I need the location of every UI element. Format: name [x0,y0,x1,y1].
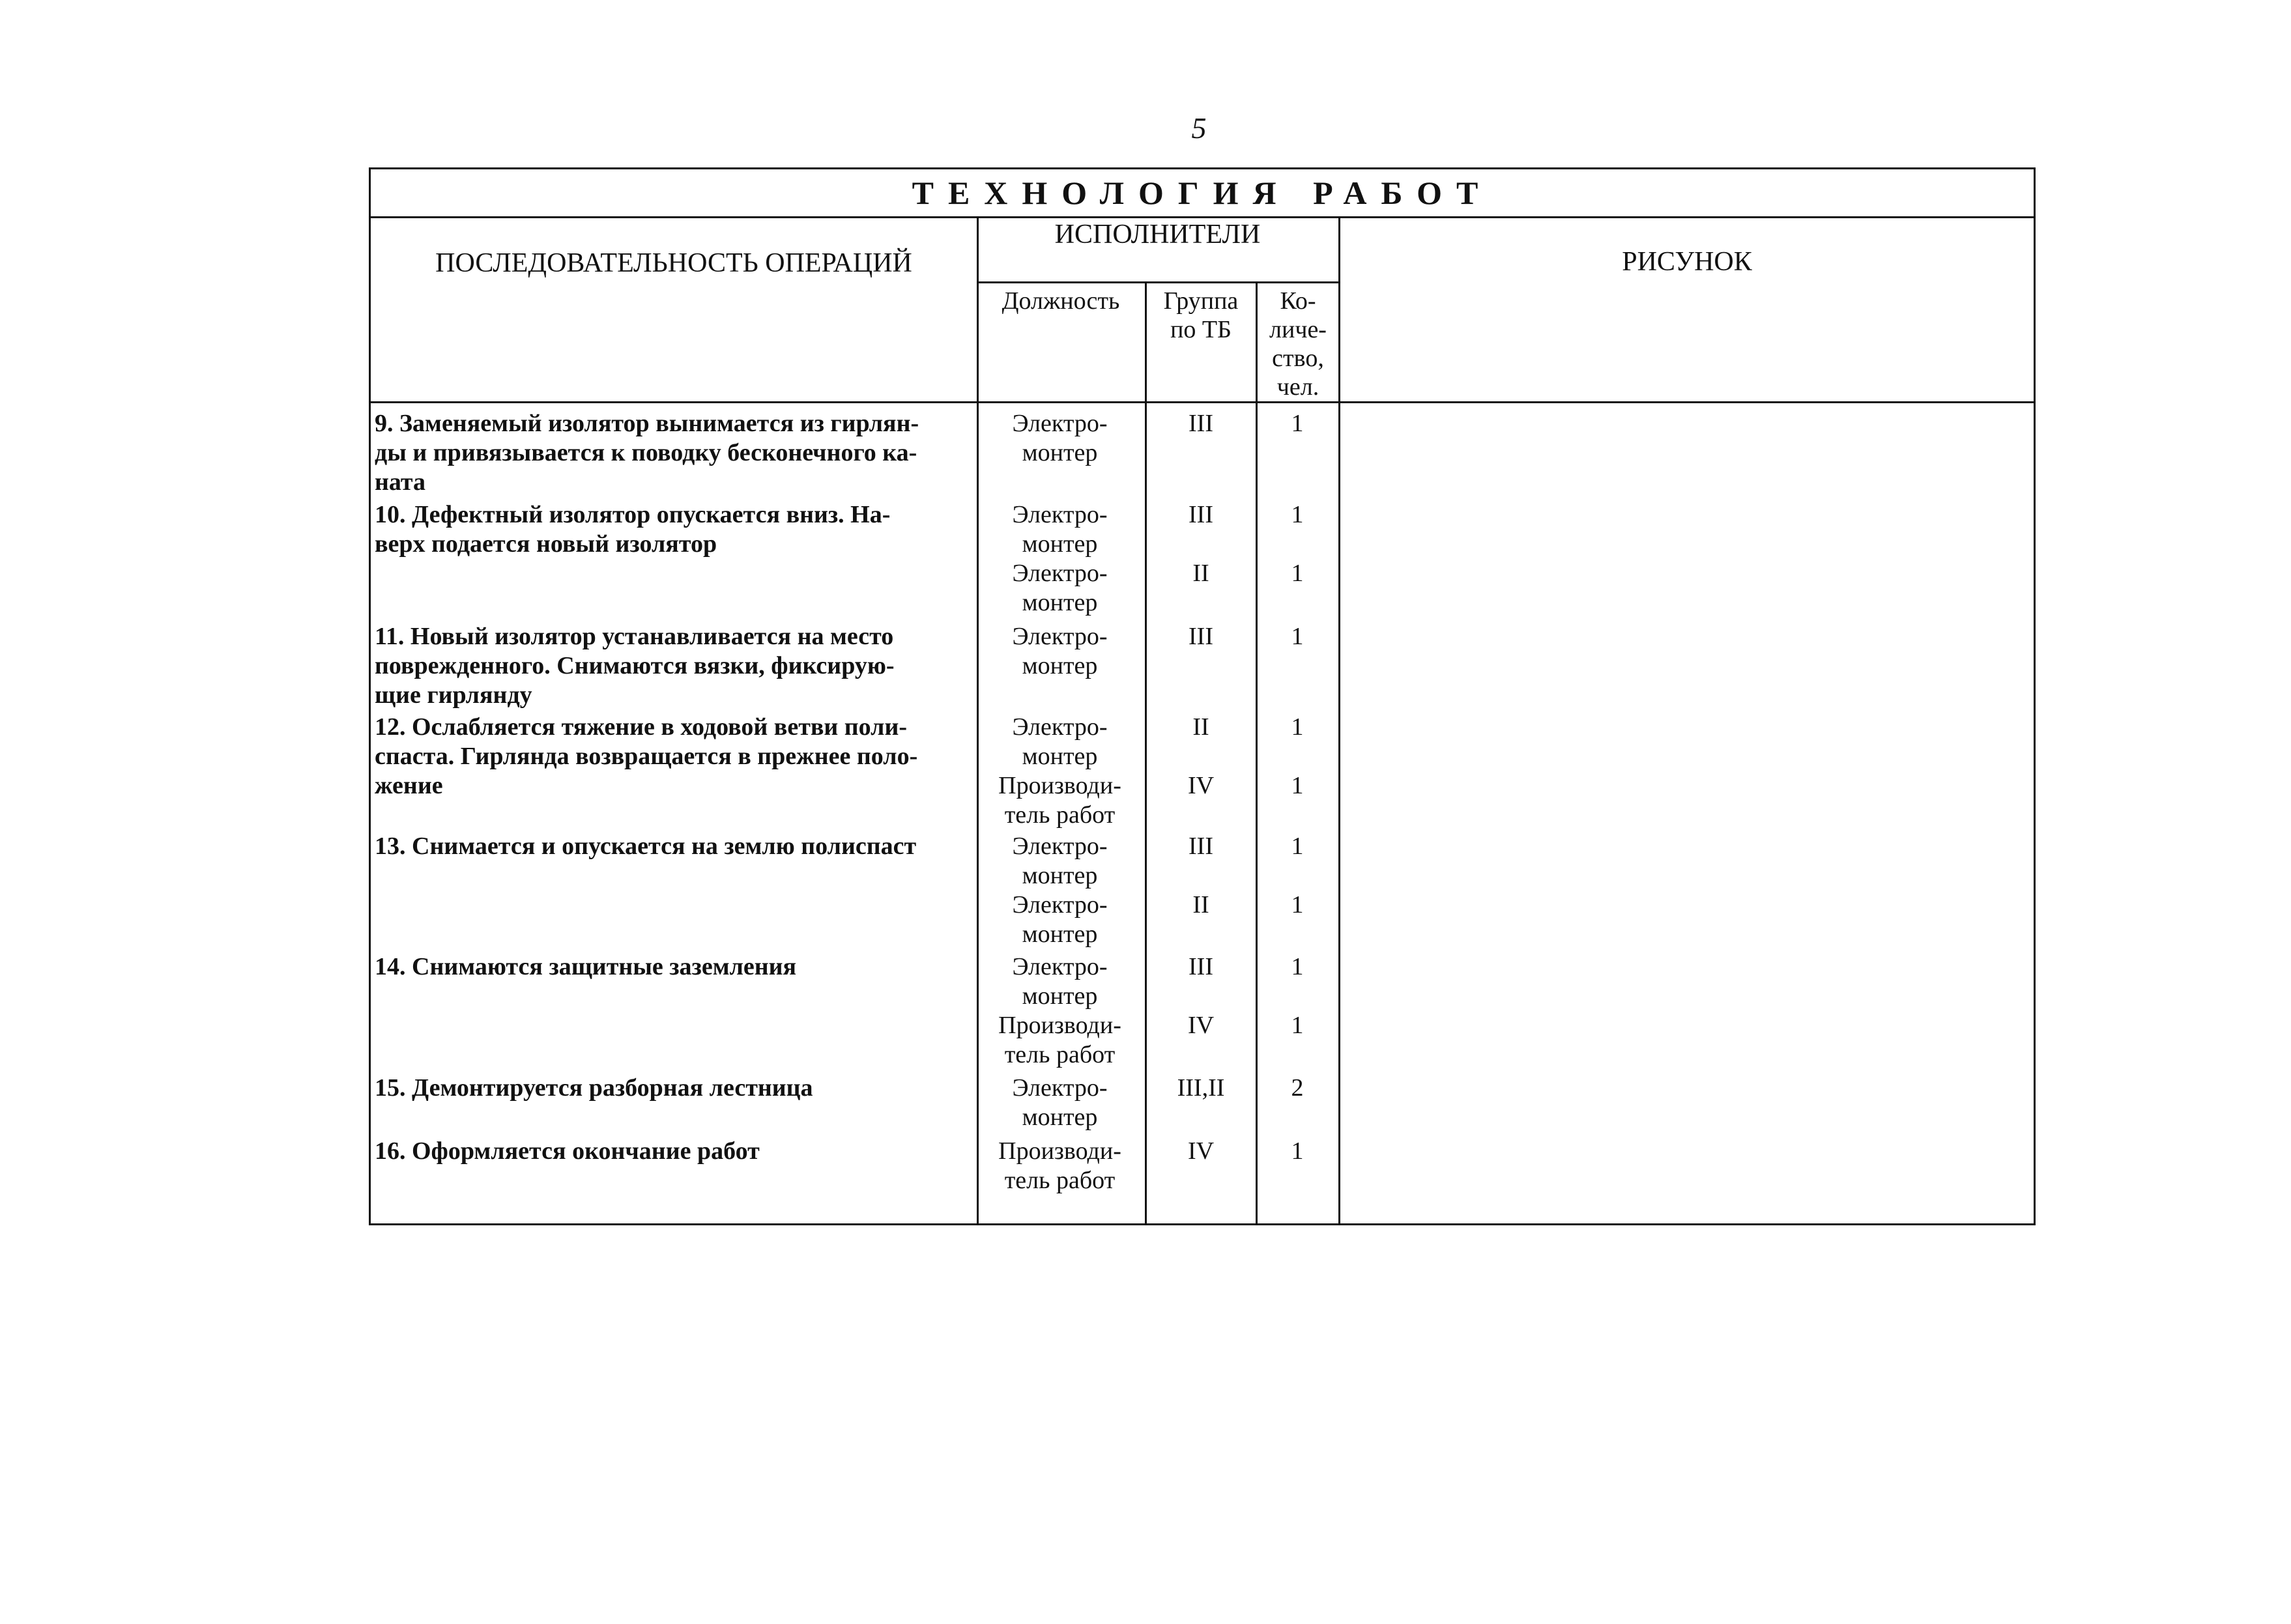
executor-group: III [1189,953,1213,980]
operation-row: 11. Новый изолятор устанавливается на место поврежденного. Снимаются вязки, фиксирую- щие гирлянду [375,623,895,709]
header-bottom-line [371,401,2034,403]
header-executors: ИСПОЛНИТЕЛИ [1054,220,1261,249]
operation-row: 14. Снимаются защитные заземления [375,953,797,980]
operation-row: 15. Демонтируется разборная лестница [375,1074,813,1102]
executor-group: IV [1187,1012,1215,1039]
executor-quantity: 1 [1291,623,1304,650]
header-quantity: Ко- личе- ство, чел. [1269,287,1327,401]
executor-position: Электро- монтер [1012,1074,1108,1131]
executor-position: Электро- монтер [1012,833,1108,889]
executor-position: Электро- монтер [1012,560,1108,616]
operation-row: 13. Снимается и опускается на землю полиспаст [375,833,917,860]
executor-position: Электро- монтер [1012,713,1108,770]
executor-position: Электро- монтер [1012,953,1108,1010]
executor-position: Производи- тель работ [998,1012,1121,1068]
executor-quantity: 1 [1291,501,1304,528]
column-divider [1338,216,1340,1225]
executor-position: Производи- тель работ [998,772,1121,829]
header-group: Группа по ТБ [1163,287,1239,343]
executor-quantity: 1 [1291,1137,1304,1165]
executor-position: Электро- монтер [1012,410,1108,466]
executor-group: II [1192,560,1209,587]
header-position: Должность [1001,287,1120,315]
executor-quantity: 2 [1291,1074,1304,1102]
executor-position: Электро- монтер [1012,891,1108,948]
executor-quantity: 1 [1291,560,1304,587]
operation-row: 12. Ослабляется тяжение в ходовой ветви поли- спаста. Гирлянда возвращается в прежнее поло- жение [375,713,918,799]
executor-group: III,II [1177,1074,1225,1102]
work-technology-table [369,167,2036,1225]
executor-quantity: 1 [1291,891,1304,919]
operation-row: 9. Заменяемый изолятор вынимается из гирлян- ды и привязывается к поводку бесконечного ка- ната [375,410,919,496]
executor-quantity: 1 [1291,410,1304,437]
executor-quantity: 1 [1291,833,1304,860]
executor-quantity: 1 [1291,772,1304,799]
executor-quantity: 1 [1291,1012,1304,1039]
page-number: 5 [1191,111,1207,145]
executor-group: II [1192,713,1209,741]
executor-group: III [1189,623,1213,650]
executor-group: IV [1187,1137,1215,1165]
executor-quantity: 1 [1291,953,1304,980]
executor-group: III [1189,501,1213,528]
header-operations: ПОСЛЕДОВАТЕЛЬНОСТЬ ОПЕРАЦИЙ [435,248,912,278]
executor-quantity: 1 [1291,713,1304,741]
table-title: ТЕХНОЛОГИЯ РАБОТ [371,169,2034,218]
executor-group: II [1192,891,1209,919]
header-picture: РИСУНОК [1622,247,1752,277]
executor-group: IV [1187,772,1215,799]
column-divider [1256,281,1258,1225]
executor-position: Электро- монтер [1012,623,1108,679]
executor-position: Производи- тель работ [998,1137,1121,1194]
executor-position: Электро- монтер [1012,501,1108,558]
executors-divider [977,281,1340,283]
executor-group: III [1189,833,1213,860]
operation-row: 10. Дефектный изолятор опускается вниз. На- верх подается новый изолятор [375,501,891,558]
executor-group: III [1189,410,1213,437]
operation-row: 16. Оформляется окончание работ [375,1137,760,1165]
